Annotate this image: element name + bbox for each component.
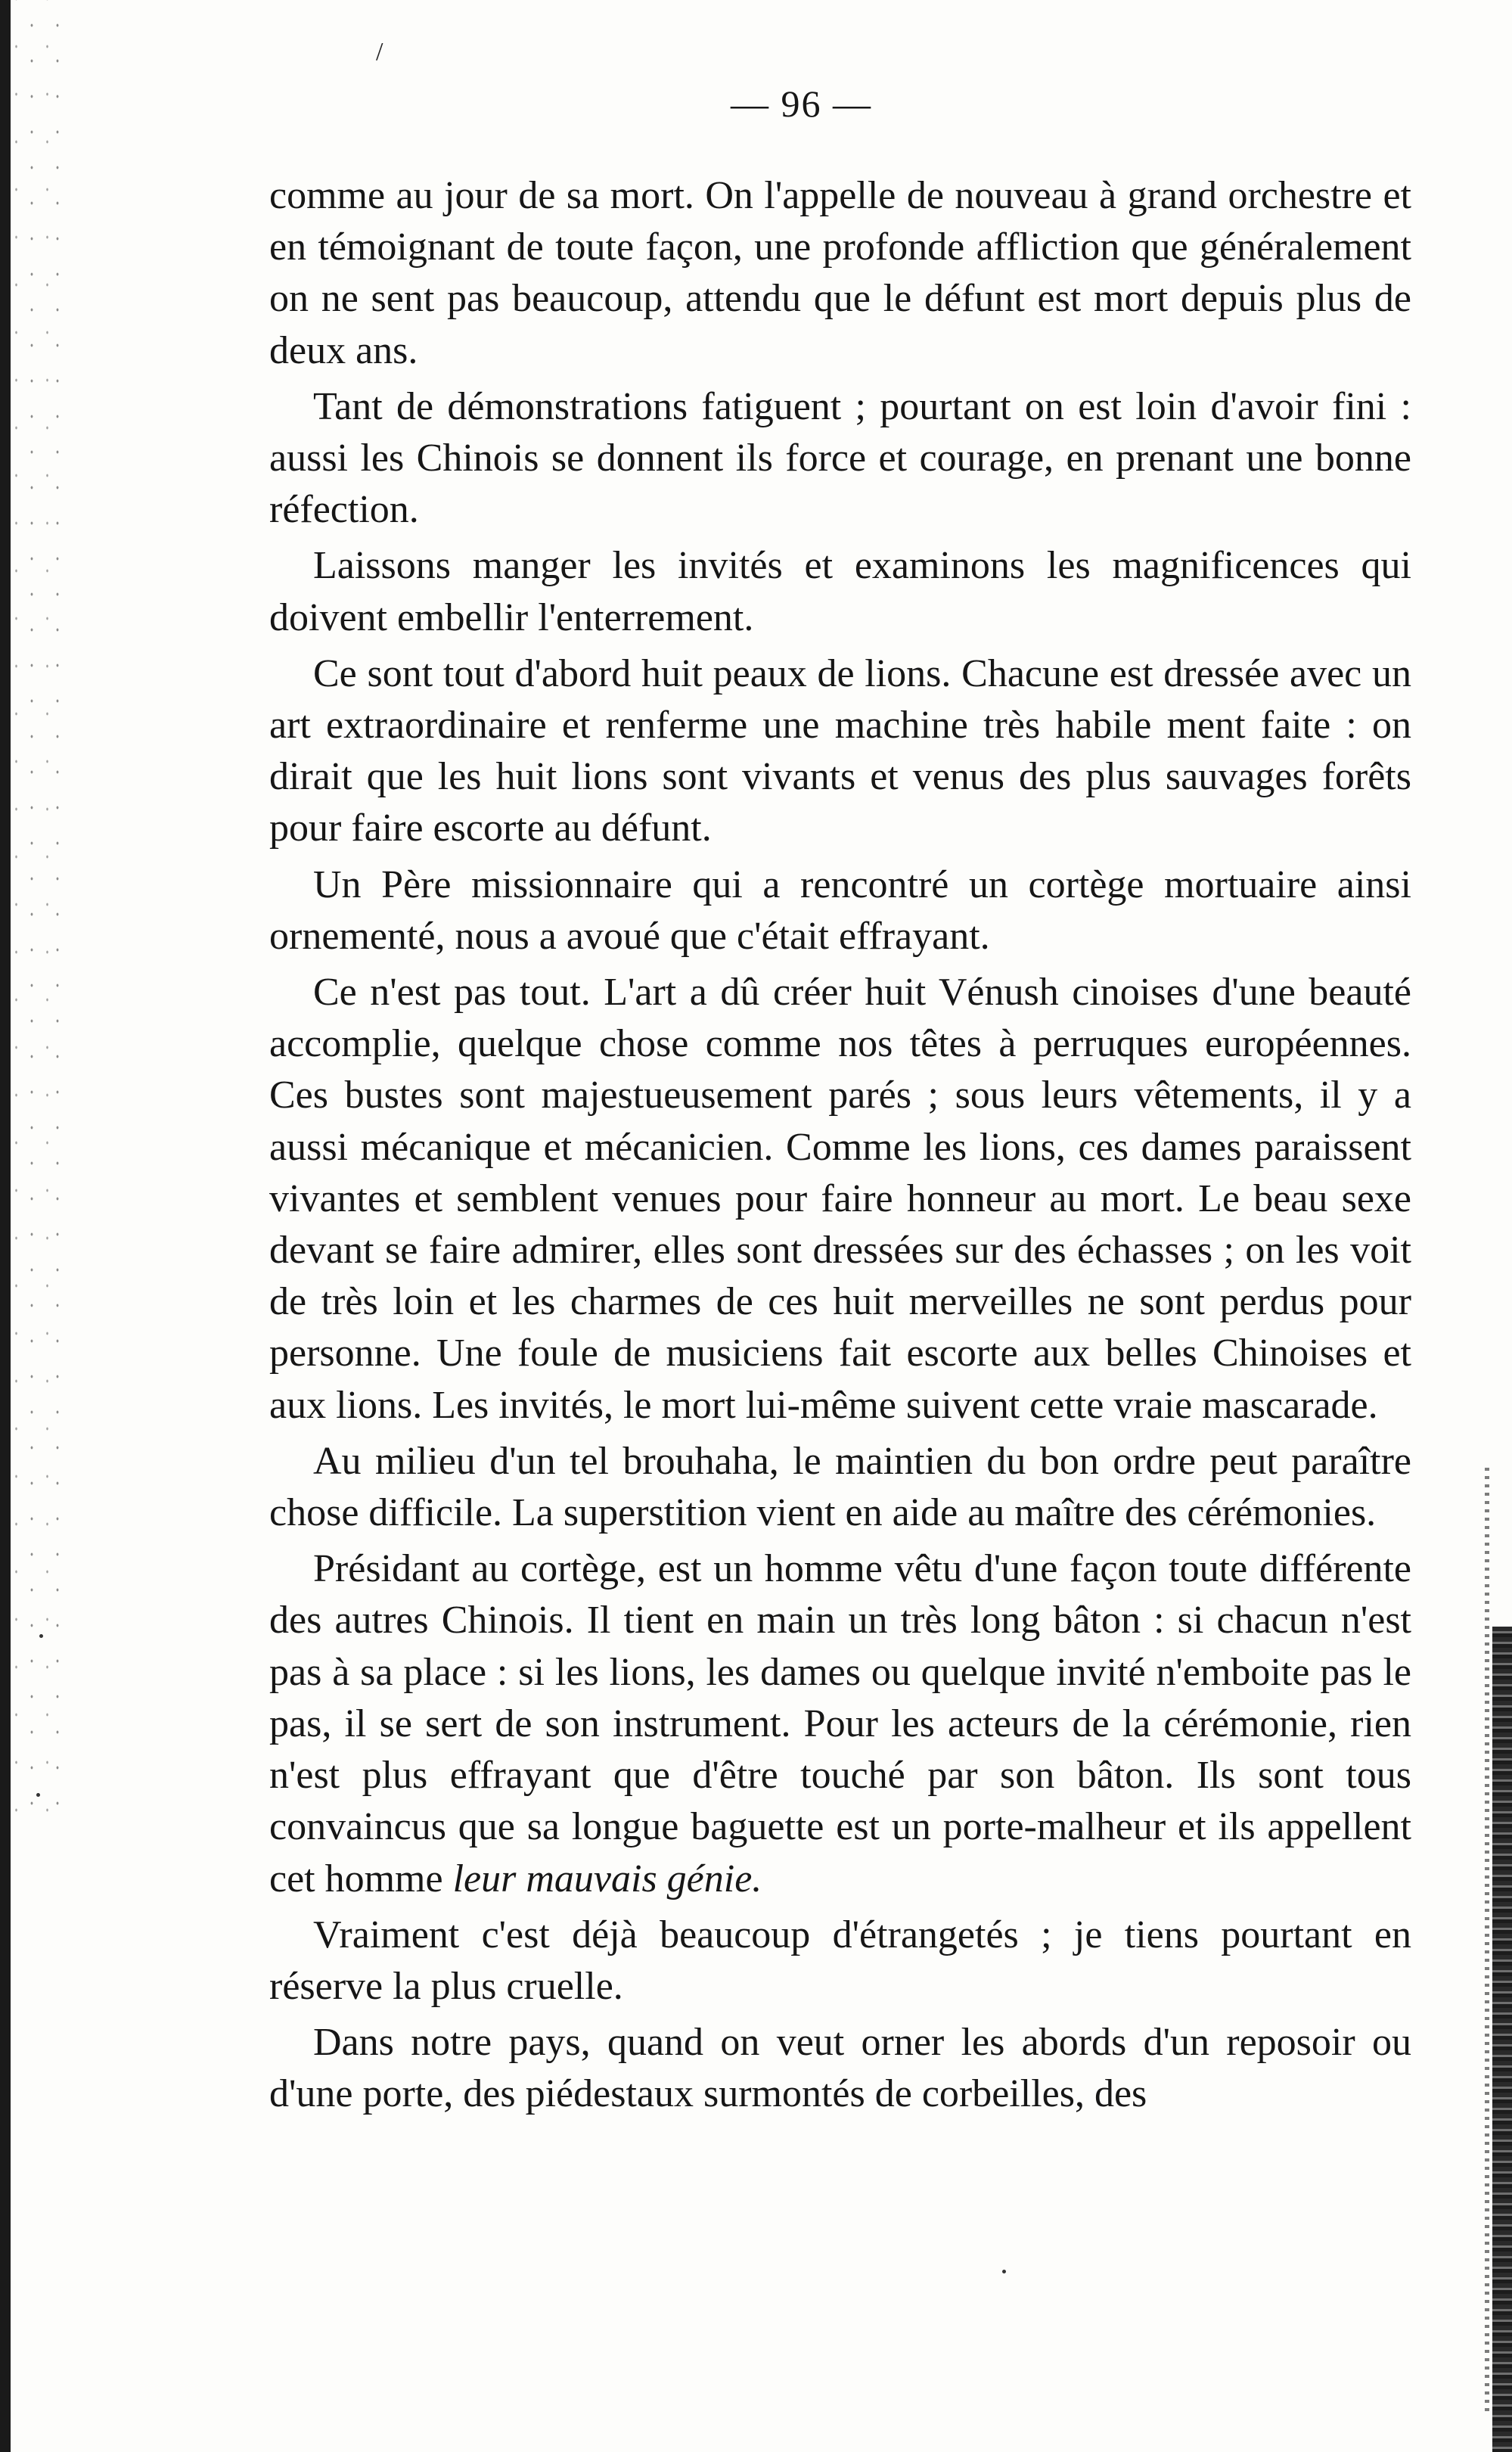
paragraph-9: Vraiment c'est déjà beaucoup d'étrangetés ; je tiens pourtant en réserve la plus cruelle. <box>269 1913 1411 2008</box>
paragraph-8 <box>269 1543 1411 1904</box>
paragraph-5: Un Père missionnaire qui a rencontré un cortège mortuaire ainsi ornementé, nous a avoué que c'était effrayant. <box>269 862 1411 958</box>
paragraph-10: Dans notre pays, quand on veut orner les abords d'un reposoir ou d'une porte, des piédestaux surmontés de corbeilles, des <box>269 2021 1411 2116</box>
paragraph-3: Laissons manger les invités et examinons les magnificences qui doivent embellir l'enterrement. <box>269 544 1411 639</box>
paragraph-4: Ce sont tout d'abord huit peaux de lions. Chacune est dressée avec un art extraordinaire et renferme une machine très habile ment faite : on dirait que les huit lions sont vivants et venus des plus sauvages forêts pour faire escorte au défunt. <box>269 651 1411 850</box>
paragraph-6: Ce n'est pas tout. L'art a dû créer huit Vénush cinoises d'une beauté accomplie, quelque chose comme nos têtes à perruques européennes. Ces bustes sont majestueusement parés ; sous leurs vêtements, il y a aussi mécanique et mécanicien. Comme les lions, ces dames paraissent vivantes et semblent venues pour faire honneur au mort. Le beau sexe devant se faire admirer, elles sont dressées sur des échasses ; on les voit de très loin et les charmes de ces huit merveilles ne sont perdus pour personne. Une foule de musiciens fait escorte aux belles Chinoises et aux lions. Les invités, le mort lui-même suivent cette vraie mascarade. <box>269 971 1411 1427</box>
scan-left-specks <box>15 0 68 1816</box>
paragraph-8-text: Présidant au cortège, est un homme vêtu d'une façon toute différente des autres Chinois. Il tient en main un très long bâton : si chacun n'est pas à sa place : si les lions, les dames ou quelque invité n'emboite pas le pas, il se sert de son instrument. Pour les acteurs de la cérémonie, rien n'est plus effrayant que d'être touché par son bâton. Ils sont tous convaincus que sa longue baguette est un porte-malheur et ils appellent cet homme <box>269 1547 1411 1900</box>
italic-phrase: leur mauvais génie. <box>452 1857 762 1900</box>
speck-dot <box>39 1634 43 1638</box>
speck-dot <box>1002 2270 1006 2273</box>
paragraph-1: comme au jour de sa mort. On l'appelle de nouveau à grand orchestre et en témoignant de toute façon, une profonde affliction que généralement on ne sent pas beaucoup, attendu que le défunt est mort depuis plus de deux ans. <box>269 174 1411 372</box>
paragraph-2: Tant de démonstrations fatiguent ; pourtant on est loin d'avoir fini : aussi les Chinois se donnent ils force et courage, en prenant une bonne réfection. <box>269 384 1411 532</box>
page-number: — 96 — <box>731 82 872 125</box>
speck-dot <box>36 1793 40 1797</box>
scan-right-edge <box>1492 1627 1512 2452</box>
paragraph-7: Au milieu d'un tel brouhaha, le maintien du bon ordre peut paraître chose difficile. La superstition vient en aide au maître des cérémonies. <box>269 1439 1411 1535</box>
scan-left-edge <box>0 0 11 2452</box>
margin-mark: / <box>376 38 383 66</box>
body-text <box>269 170 1411 2125</box>
scan-right-edge-thin <box>1485 1468 1489 2413</box>
